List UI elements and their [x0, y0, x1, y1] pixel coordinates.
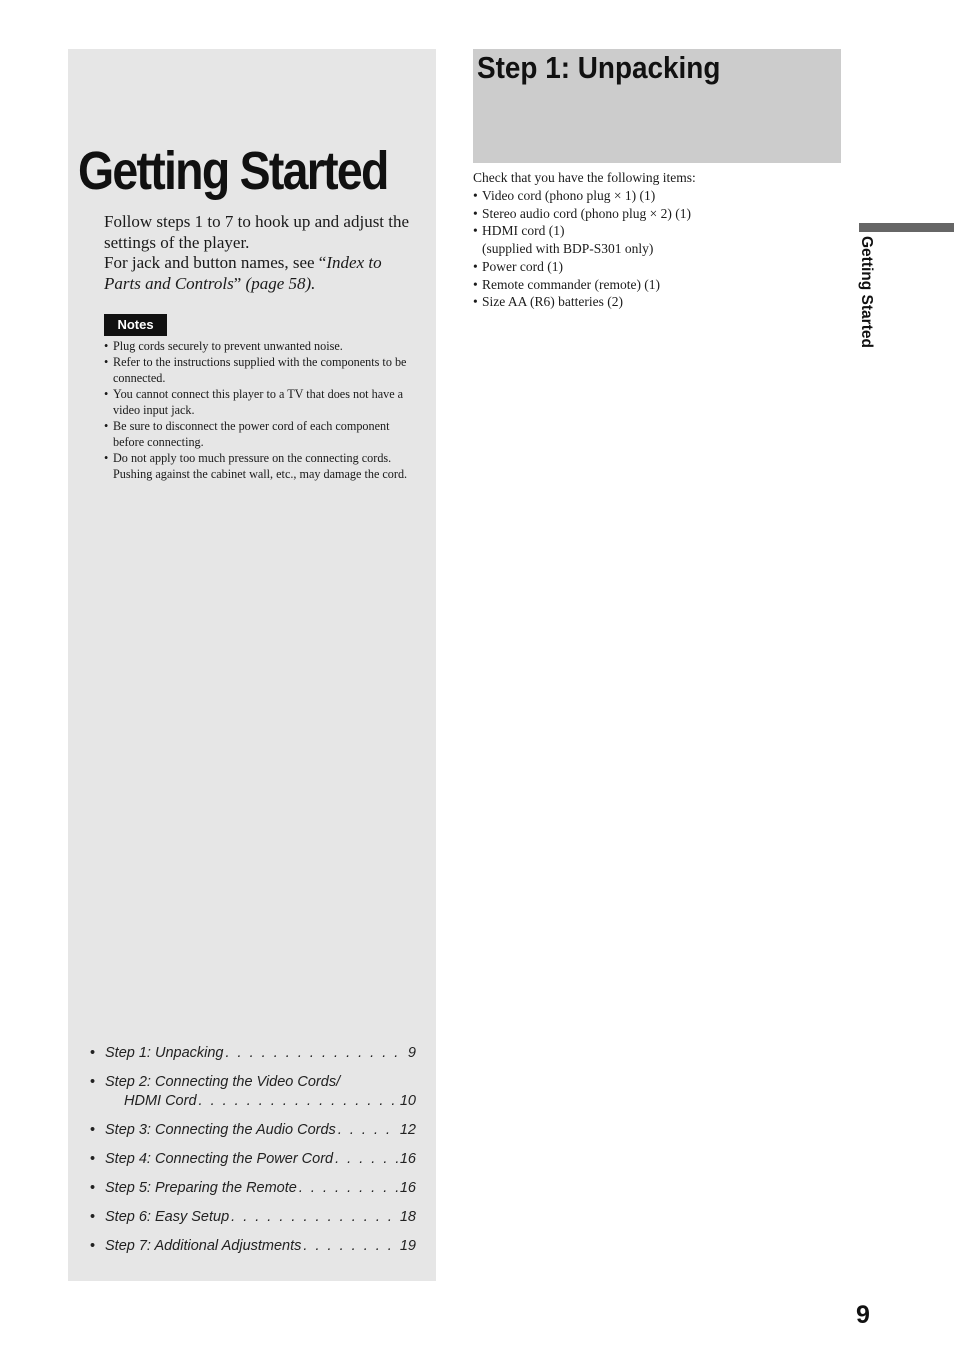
toc-entry-page: 16 — [399, 1151, 416, 1167]
package-contents-list — [473, 187, 691, 311]
page-reference[interactable]: (page 58). — [245, 273, 316, 293]
chapter-contents — [90, 1044, 416, 1266]
toc-entry-label: Step 2: Connecting the Video Cords/ — [105, 1074, 341, 1090]
toc-entry-label-continued: HDMI Cord — [124, 1093, 197, 1109]
toc-entry-label: Step 5: Preparing the Remote — [105, 1180, 297, 1196]
chapter-intro — [104, 212, 422, 294]
list-item — [473, 222, 691, 257]
toc-entry-label: Step 3: Connecting the Audio Cords — [105, 1122, 336, 1138]
index-reference-link[interactable]: Index to Parts and Controls — [104, 253, 382, 293]
toc-entry-page: 18 — [399, 1209, 416, 1225]
toc-entry-label: Step 6: Easy Setup — [105, 1209, 230, 1225]
toc-entry-step-4[interactable]: • Step 4: Connecting the Power Cord . . . 16 — [90, 1150, 416, 1169]
toc-entry-page: 12 — [399, 1122, 416, 1138]
toc-entry-label: Step 1: Unpacking — [105, 1045, 224, 1061]
step-title: Step 1: Unpacking — [477, 50, 721, 85]
toc-entry-label: Step 7: Additional Adjustments — [105, 1238, 302, 1254]
list-item: • Remote commander (remote) (1) — [473, 276, 691, 294]
toc-entry-page: 9 — [407, 1045, 416, 1061]
note-item: • Refer to the instructions supplied with the components to be connected. — [104, 354, 414, 386]
note-item: • You cannot connect this player to a TV that does not have a video input jack. — [104, 386, 414, 418]
intro-steps-text: Follow steps 1 to 7 to hook up and adjust the settings of the player. — [104, 212, 410, 252]
toc-entry-step-7[interactable]: • Step 7: Additional Adjustments . . . 19 — [90, 1237, 416, 1256]
toc-entry-step-3[interactable]: • Step 3: Connecting the Audio Cords . . . 12 — [90, 1121, 416, 1140]
list-item-text: HDMI cord (1) — [482, 223, 565, 239]
note-item: • Be sure to disconnect the power cord of each component before connecting. — [104, 418, 414, 450]
list-item-note: (supplied with BDP-S301 only) — [482, 241, 654, 257]
page-number: 9 — [856, 1301, 870, 1329]
list-item: • Video cord (phono plug × 1) (1) — [473, 187, 691, 205]
chapter-title: Getting Started — [78, 141, 388, 201]
note-item: • Do not apply too much pressure on the connecting cords. Pushing against the cabinet wall, etc., may damage the cord. — [104, 450, 414, 482]
toc-entry-step-2[interactable]: • Step 2: Connecting the Video Cords/ HDMI Cord . . . 10 — [90, 1073, 416, 1111]
list-item: • Size AA (R6) batteries (2) — [473, 293, 691, 311]
intro-reference-text: For jack and button names, see “Index to Parts and Controls” (page 58). — [104, 253, 382, 293]
list-item: • Stereo audio cord (phono plug × 2) (1) — [473, 205, 691, 223]
toc-entry-page: 19 — [399, 1238, 416, 1254]
notes-badge: Notes — [104, 314, 167, 336]
toc-entry-page: 16 — [399, 1180, 416, 1196]
toc-entry-step-1[interactable]: • Step 1: Unpacking . . . 9 — [90, 1044, 416, 1063]
notes-list — [104, 338, 414, 482]
toc-entry-page: 10 — [399, 1093, 416, 1109]
list-item: • Power cord (1) — [473, 258, 691, 276]
section-tab-bar — [859, 223, 954, 232]
checklist-intro: Check that you have the following items: — [473, 170, 696, 185]
note-item: • Plug cords securely to prevent unwanted noise. — [104, 338, 414, 354]
toc-entry-step-6[interactable]: • Step 6: Easy Setup . . . 18 — [90, 1208, 416, 1227]
section-tab-label: Getting Started — [858, 236, 875, 348]
toc-entry-label: Step 4: Connecting the Power Cord — [105, 1151, 334, 1167]
toc-entry-step-5[interactable]: • Step 5: Preparing the Remote . . . 16 — [90, 1179, 416, 1198]
